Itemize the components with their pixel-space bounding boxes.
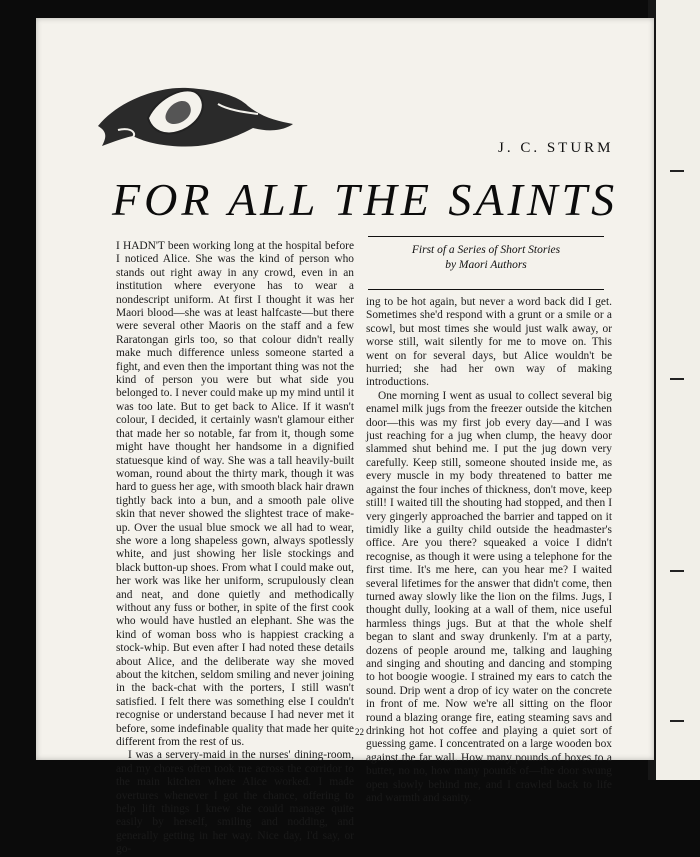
paragraph: I was a servery-maid in the nurses' dining-room, and my chores often took me across the corridor to the main kitchen where Alice worked. I made overtures whenever I got the chance, offering to help lift things I knew she could manage quite easily by herself, smiling and nodding, and generally getting in her way. Nice day, I'd say, or go- (116, 749, 354, 856)
carved-ornament-illustration (78, 66, 298, 156)
margin-mark (670, 720, 684, 722)
text-column-right (366, 296, 612, 805)
margin-mark (670, 170, 684, 172)
series-note (368, 236, 604, 290)
paragraph: I HADN'T been working long at the hospital before I noticed Alice. She was the kind of person who stands out right away in any crowd, even in an institution where everyone has to wear a nondescript uniform. At first I thought it was her Maori blood—she was at least halfcaste—but there were several other Maoris on the staff and a few Raratongan girls too, so that colour didn't really make much difference unless someone started a fight, and even then the important thing was not the kind of person you were but what side you belonged to. I never could make up my mind until it was too late. But to get back to Alice. If it wasn't colour, I decided, it certainly wasn't glamour either that made her so notable, far from it, though some might have thought her handsome in a dignified statuesque kind of way. She was a tall heavily-built woman, round about the thirty mark, though it was hard to guess her age, with smooth black hair drawn tightly back into a bun, and a smooth pale olive skin that never showed the slightest trace of make-up. Over the usual blue smock we all had to wear, she wore a long shapeless gown, always spotlessly white, and just showing her lisle stockings and black button-up shoes. From what I could make out, her work was like her uniform, scrupulously clean and neat, and done quietly and methodically without any fuss or bother, in spite of the first cook who would have hustled an elephant. She was the kind of woman boss who is happiest cracking a stock-whip. But even after I had noted these details about Alice, and the deliberate way she moved about the kitchen, seldom smiling and never joining in the back-chat with the porters, I still wasn't satisfied. I felt there was something else I couldn't recognise or understand because I had never met it before, some indefinable quality that made her quite different from the rest of us. (116, 240, 354, 749)
text-column-left (116, 240, 354, 857)
page-number: 22 (355, 727, 364, 737)
author-name: J. C. STURM (498, 140, 614, 156)
series-note-line: First of a Series of Short Stories (411, 244, 561, 256)
paragraph: ing to be hot again, but never a word back did I get. Sometimes she'd respond with a grunt or a smile or a scowl, but most times she would just walk away, or worse still, wait silently for me to move on. This went on for several days, but Alice wouldn't be hurried; she had her own way of making introductions. (366, 296, 612, 389)
series-note-line: by Maori Authors (445, 259, 527, 271)
story-title: FOR ALL THE SAINTS (112, 174, 619, 225)
paragraph: One morning I went as usual to collect several big enamel milk jugs from the freezer outside the kitchen door—this was my first job every day—and I was just reaching for a jug when clump, the heavy door slammed shut behind me. I put the jug down very carefully. Keep still, someone shouted inside me, as every muscle in my body threatened to batter me against the four inches of thickness, don't move, keep still! I waited till the shouting had stopped, and then I very gingerly approached the barrier and tapped on it timidly like a guilty child outside the headmaster's office. Are you there? squeaked a voice I didn't recognise, as though it were using a telephone for the first time. It's me here, can you hear me? I waited several lifetimes for the answer that didn't come, then turned away slowly like the lion on the films. Jugs, I thought dully, looking at a wall of them, nice useful harmless things jugs. But at that the whole shelf began to slant and sway drunkenly. I'm at a party, dozens of people around me, talking and laughing and singing and shouting and dancing and stomping to hot boogie woogie. I strained my ears to catch the sound. Drip went a drop of icy water on the concrete in front of me. Now we're all sitting on the floor round a blazing orange fire, eating steaming savs and drinking hot hot coffee and playing a quiet sort of guessing game. I concentrated on a large wooden box against the far wall. How many pounds of boxes to a butter, no no, how many pounds of—the door swung open slowly behind me, and I crawled back to life and warmth and sanity. (366, 389, 612, 805)
margin-mark (670, 378, 684, 380)
next-page-margin (656, 0, 700, 780)
margin-mark (670, 570, 684, 572)
